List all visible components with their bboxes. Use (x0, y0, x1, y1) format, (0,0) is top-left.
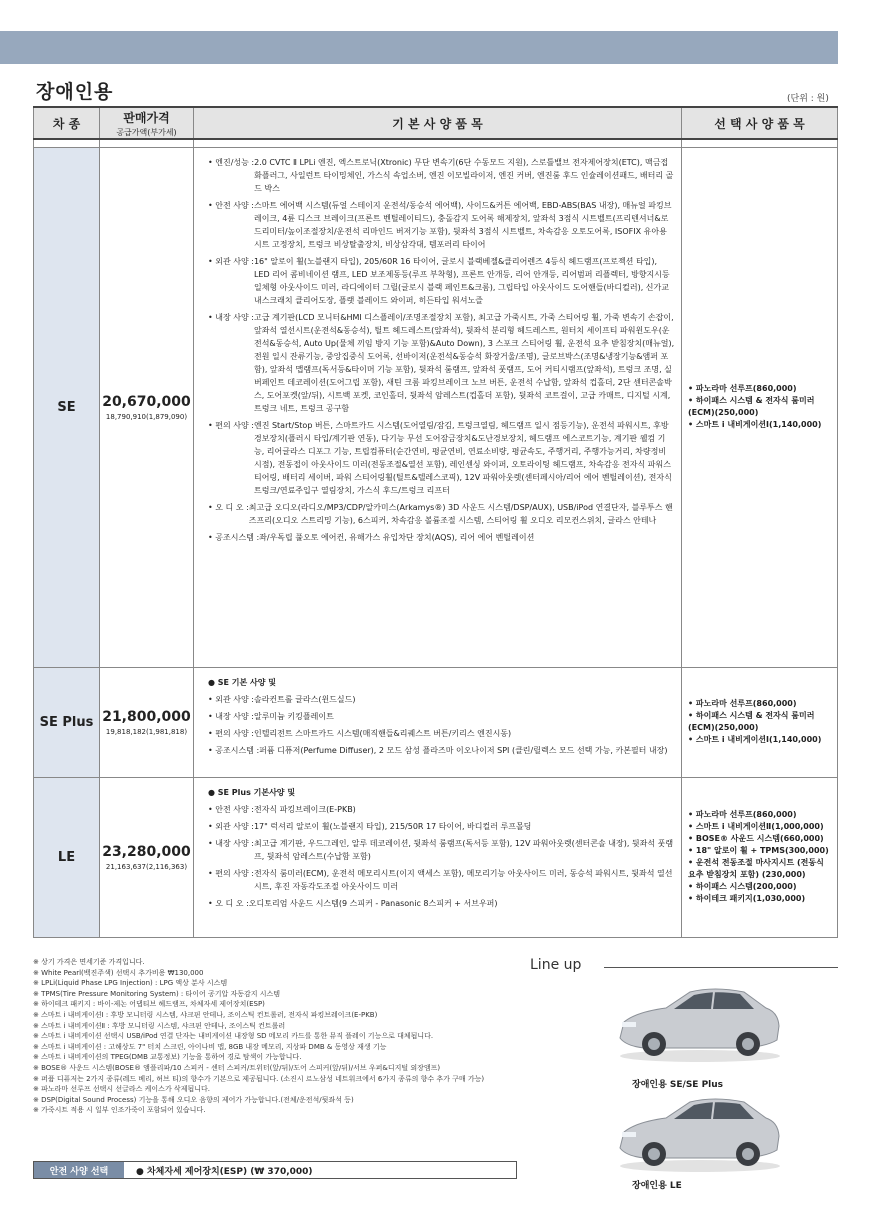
basic-spec-list (194, 777, 682, 937)
model-name: SE (34, 147, 100, 667)
footnote-item: ※ DSP(Digital Sound Process) 기능을 통해 오디오 음향의 제어가 가능합니다.(전체/운전석/뒷좌석 등) (33, 1095, 354, 1104)
spec-category-text: 오디토리엄 사운드 시스템(9 스피커 - Panasonic 8스피커 + 서브우퍼) (248, 898, 498, 908)
lineup-divider (604, 967, 838, 968)
top-banner (0, 31, 838, 64)
spec-category-label: • 공조시스템 : (208, 532, 260, 542)
basic-spec-item (208, 897, 675, 910)
model-price (100, 777, 194, 937)
option-item: • 18" 알로이 휠 + TPMS(300,000) (688, 846, 829, 855)
basic-spec-list (194, 147, 682, 667)
spec-category-text: 16" 알로이 휠(노블랜지 타입), 205/60R 16 타이어, 글로시 블랙베젤&클리어렌즈 4등식 헤드램프(프로젝션 타입), LED 리어 콤비네이션 램프, LED 보조제동등(루프 부착형), 프론트 안개등, 리어 안개등, 리어범퍼 리플렉터, 방향지시등 일체형 아웃사이드 미러, 라디에이터 그릴(글로시 블랙 페인트&크롬), 그립타입 아웃사이드 도어핸들(바디컬러), 신가교 내스크래치 클리어도장, 플랫 블레이드 와이퍼, 히든타입 워셔노즐 (253, 256, 670, 305)
basic-spec-item (208, 199, 675, 251)
spec-category-text: 퍼퓸 디퓨저(Perfume Diffuser), 2 모드 삼성 플라즈마 이오나이저 SPI (클린/릴렉스 모드 선택 가능, 카본필터 내장) (259, 745, 668, 755)
footnote-item: ※ 파노라마 선루프 선택시 선글라스 케이스가 삭제됩니다. (33, 1085, 210, 1094)
spec-category-text: 스마트 에어백 시스템(듀얼 스테이지 운전석/동승석 에어백), 사이드&커튼 에어백, EBD-ABS(BAS 내장), 매뉴얼 파킹브레이크, 4륜 디스크 브레이크(프론트 벤틸레이티드), 충돌감지 도어록 해제장치, 앞좌석 3점식 시트벨트(프리텐셔너&로드리미터/높이조절장치/운전석 리마인드 버저기능 포함), 뒷좌석 3점식 시트벨트, 차속감응 오토도어록, ISOFIX 유아용 시트 고정장치, 트렁크 비상탈출장치, 비상삼각대, 템포러리 타이어 (253, 200, 672, 249)
spec-category-text: 2.0 CVTC Ⅱ LPLi 엔진, 엑스트로닉(Xtronic) 무단 변속기(6단 수동모드 지원), 스로틀밸브 전자제어장치(ETC), 맥금접화플러그, 사일런트 타이밍체인, 가스식 속업소버, 엔진 이모빌라이저, 엔진 커버, 엔진룸 후드 인슐레이션패드, 배터리 골드 박스 (254, 157, 674, 193)
header-price-sub: 공급가액(부가세) (116, 127, 177, 137)
car-image-le (614, 1094, 782, 1174)
spec-category-label: • 공조시스템 : (208, 745, 260, 755)
spec-table-body (34, 139, 838, 937)
basic-spec-item (208, 501, 675, 527)
spec-category-text: 고급 계기판(LCD 모니터&HMI 디스플레이/조명조절장치 포함), 최고급 가죽시트, 가죽 스티어링 휠, 가죽 변속기 손잡이, 앞좌석 열선시트(운전석&동승석), 틸트 헤드레스트(앞좌석), 뒷좌석 분리형 헤드레스트, 원터치 세이프티 파워윈도우(운전석&동승석, Auto Up(물체 끼임 방지 기능 포함)&Auto Down), 3 스포크 스티어링 휠, 운전석 요추 받침장치(매뉴얼), 전원 일시 잔류기능, 중앙집중식 도어록, 선바이저(운전석&동승석 화장거울/조명), 글로브박스(조명&냉장기능&앰퍼 포함), 앞좌석 맵램프(독서등&타이머 기능 포함), 뒷좌석 룸램프, 앞좌석 풋램프, 도어 커티시램프(앞좌석), 트렁크 조명, 실버페인트 데코레이션(도어그립 포함), 새틴 크롬 파킹브레이크 노브 버튼, 운전석 수납함, 앞좌석 컵홀더, 2단 센터콘솔박스, 도어포켓(앞/뒤), 시트백 포켓, 코인홀더, 뒷좌석 암레스트(컵홀더 포함), 뒷좌석 코트걸이, 고급 카매트, 디지털 시계, 트렁크 네트, 트렁크 공구함 (253, 312, 675, 413)
basic-spec-item (208, 837, 675, 863)
basic-spec-heading: ● SE 기본 사양 및 (208, 677, 276, 687)
model-price (100, 147, 194, 667)
price-supply-value: 19,818,182(1,981,818) (105, 727, 188, 736)
header-options: 선 택 사 양 품 목 (682, 107, 838, 139)
basic-spec-item (208, 710, 675, 723)
price-supply-value: 18,790,910(1,879,090) (105, 412, 188, 421)
footnote-item: ※ 스마트 i 내비게이션Ⅱ : 후방 모니터링 시스템, 샤크핀 안테나, 조이스틱 컨트롤러 (33, 1021, 286, 1030)
safety-option-label: 안전 사양 선택 (34, 1162, 124, 1178)
price-value: 20,670,000 (102, 393, 191, 410)
page-title: 장애인용 (36, 81, 114, 103)
basic-spec-item (208, 803, 675, 816)
price-supply-value: 21,163,637(2,116,363) (105, 862, 188, 871)
header-basic: 기 본 사 양 품 목 (194, 107, 682, 139)
header-price-label: 판매가격 (123, 110, 170, 125)
spec-category-text: 좌/우독립 풀오토 에어컨, 유해가스 유입차단 장치(AQS), 리어 에어 벤틸레이션 (259, 532, 535, 542)
option-item: • 파노라마 선루프(860,000) (688, 699, 797, 708)
footnote-item: ※ 가죽시트 적용 시 일부 인조가죽이 포함되어 있습니다. (33, 1106, 206, 1115)
basic-spec-item (208, 744, 675, 757)
row-spacer (34, 139, 838, 147)
lineup-title: Line up (530, 957, 582, 973)
model-name: SE Plus (34, 667, 100, 777)
footnote-item: ※ 스마트 i 내비게이션Ⅰ : 후방 모니터링 시스템, 샤크핀 안테나, 조이스틱 컨트롤러, 전자식 파킹브레이크(E-PKB) (33, 1010, 378, 1019)
option-item: • 파노라마 선루프(860,000) (688, 384, 797, 393)
spec-category-text: 인텔리전트 스마트카드 시스템(매직핸들&리퀘스트 버튼/키리스 엔진시동) (253, 728, 512, 738)
unit-label: (단위 : 원) (787, 94, 829, 104)
footnote-item: ※ 스마트 i 내비게이션의 TPEG(DMB 교통정보) 기능을 통하여 경로 탐색이 가능합니다. (33, 1053, 302, 1062)
price-value: 21,800,000 (102, 708, 191, 725)
spec-category-text: 최고급 계기판, 우드그레인, 알루 데코레이션, 뒷좌석 룸램프(독서등 포함), 12V 파워아웃렛(센터콘솔 내장), 뒷좌석 풋램프, 뒷좌석 암레스트(수납함 포함) (253, 838, 674, 861)
footnote-item: ※ White Pearl(백진주색) 선택시 추가비용 ₩130,000 (33, 968, 204, 977)
option-item: • BOSE® 사운드 시스템(660,000) (688, 834, 824, 843)
spec-category-label: • 오 디 오 : (208, 898, 249, 908)
spec-category-text: 솔라컨트롤 글라스(윈드실드) (253, 694, 356, 704)
footnote-item: ※ LPLi(Liquid Phase LPG Injection) : LPG 액상 분사 시스템 (33, 979, 228, 988)
model-price (100, 667, 194, 777)
spec-category-text: 최고급 오디오(라디오/MP3/CDP/알카미스(Arkamys®) 3D 사운드 시스템/DSP/AUX), USB/iPod 연결단자, 블루투스 핸즈프리(오디오 스트리밍 기능), 6스피커, 차속감응 볼륨조절 시스템, 스티어링 휠 오디오 리모컨스위치, 글라스 안테나 (248, 502, 673, 525)
footnote-item: ※ 하이테크 패키지 : 바이-제논 어댑티브 헤드램프, 차체자세 제어장치(ESP) (33, 1000, 265, 1009)
footnotes (33, 957, 533, 1116)
header-price (100, 107, 194, 139)
spec-category-label: • 안전 사양 : (208, 200, 254, 210)
footnote-item: ※ TPMS(Tire Pressure Monitoring System) : 타이어 공기압 자동감지 시스템 (33, 989, 281, 998)
footnote-item: ※ 스마트 i 내비게이션 선택시 USB/iPod 연결 단자는 내비게이션 내장형 SD 메모리 카드를 통한 뮤직 플레이 기능으로 대체됩니다. (33, 1032, 434, 1041)
basic-spec-item (208, 531, 675, 544)
car-image-se (614, 982, 782, 1064)
basic-spec-item (208, 255, 675, 307)
spec-category-text: 17" 럭셔리 알로이 휠(노블랜지 타입), 215/50R 17 타이어, 바디컬러 루프몰딩 (253, 821, 532, 831)
model-row (34, 777, 838, 937)
car2-label: 장애인용 LE (632, 1181, 682, 1191)
car1-label: 장애인용 SE/SE Plus (632, 1080, 724, 1090)
model-row (34, 147, 838, 667)
basic-spec-item (208, 419, 675, 497)
basic-spec-heading: ● SE Plus 기본사양 및 (208, 787, 296, 797)
spec-category-text: 전자식 파킹브레이크(E-PKB) (253, 804, 356, 814)
footnote-item: ※ BOSE® 사운드 시스템(BOSE® 앰플리파/10 스피커 - 센터 스피커/트위터(앞/뒤)/도어 스피커(앞/뒤)/서브 우퍼&디지털 외장앰프) (33, 1063, 441, 1072)
basic-spec-item (208, 820, 675, 833)
spec-category-label: • 편의 사양 : (208, 420, 254, 430)
spec-category-label: • 내장 사양 : (208, 711, 254, 721)
footnote-item: ※ 상기 가격은 면세기준 가격입니다. (33, 958, 145, 966)
spec-category-label: • 편의 사양 : (208, 868, 254, 878)
footnote-item: ※ 스마트 i 내비게이션 : 고해상도 7" 터치 스크린, 아이나비 맵, 8GB 내장 메모리, 지상파 DMB & 동영상 재생 기능 (33, 1042, 387, 1051)
footnote-item: ※ 퍼퓸 디퓨저는 2가지 종류(레드 베리, 허브 티)의 향수가 기본으로 제공됩니다. (소진시 르노삼성 네트워크에서 6가지 종류의 향수 추가 구매 가능) (33, 1074, 485, 1083)
spec-category-label: • 내장 사양 : (208, 838, 254, 848)
basic-spec-item (208, 311, 675, 415)
option-list (682, 777, 838, 937)
spec-category-label: • 편의 사양 : (208, 728, 254, 738)
option-item: • 하이테크 패키지(1,030,000) (688, 894, 806, 903)
basic-spec-item (208, 156, 675, 195)
option-list (682, 667, 838, 777)
option-item: • 스마트 i 내비게이션Ⅰ(1,140,000) (688, 735, 822, 744)
price-value: 23,280,000 (102, 843, 191, 860)
model-name: LE (34, 777, 100, 937)
option-item: • 운전석 전동조절 마사지시트 (전동식 요추 받침장치 포함) (230,000) (688, 858, 824, 879)
spec-category-label: • 외관 사양 : (208, 694, 254, 704)
option-list (682, 147, 838, 667)
option-item: • 파노라마 선루프(860,000) (688, 810, 797, 819)
spec-category-text: 엔진 Start/Stop 버튼, 스마트카드 시스템(도어열림/잠김, 트렁크열림, 헤드램프 일시 점등기능), 운전석 파워시트, 후방 경보장치(플러시 타입/계기판 연동), 다기능 무선 도어잠금장치&도난경보장치, 헤드램프 에스코트기능, 계기판 웰컴 기능, 리어글라스 디포그 기능, 트립컴퓨터(순간연비, 평균연비, 연료소비량, 평균속도, 주행거리, 주행가능거리, 차량정비 시점), 전동접이 아웃사이드 미러(전동조절&열선 포함), 레인센싱 와이퍼, 오토라이팅 헤드램프, 차속감응 전자식 파워스티어링, 배터리 세이버, 파워 스티어링휠(틸트&텔레스코픽), 12V 파워아웃렛(센터페시아/리어 에어 벤틸레이션), 전자식 트렁크/연료주입구 열림장치, 가스식 후드/트렁크 리프터 (253, 420, 672, 495)
spec-category-text: 알루미늄 키킹플레이트 (253, 711, 334, 721)
spec-table (33, 106, 838, 938)
safety-option-bar (33, 1161, 517, 1179)
option-item: • 스마트 i 내비게이션Ⅱ(1,000,000) (688, 822, 824, 831)
option-item: • 스마트 i 내비게이션Ⅰ(1,140,000) (688, 420, 822, 429)
model-row (34, 667, 838, 777)
basic-spec-list (194, 667, 682, 777)
header-model: 차 종 (34, 107, 100, 139)
spec-category-label: • 외관 사양 : (208, 256, 254, 266)
spec-category-label: • 외관 사양 : (208, 821, 254, 831)
safety-option-value: ● 차체자세 제어장치(ESP) (₩ 370,000) (136, 1166, 313, 1177)
spec-category-label: • 오 디 오 : (208, 502, 249, 512)
spec-category-label: • 안전 사양 : (208, 804, 254, 814)
spec-category-text: 전자식 룸미러(ECM), 운전석 메모리시트(이지 액세스 포함), 메모리기능 아웃사이드 미러, 동승석 파워시트, 뒷좌석 열선시트, 후진 자동각도조절 아웃사이드 미러 (253, 868, 673, 891)
option-item: • 하이패스 시스템 & 전자식 룸미러(ECM)(250,000) (688, 396, 815, 417)
option-item: • 하이패스 시스템(200,000) (688, 882, 797, 891)
basic-spec-item (208, 867, 675, 893)
spec-category-label: • 엔진/성능 : (208, 157, 255, 167)
basic-spec-item (208, 693, 675, 706)
basic-spec-item (208, 727, 675, 740)
spec-category-label: • 내장 사양 : (208, 312, 254, 322)
option-item: • 하이패스 시스템 & 전자식 룸미러(ECM)(250,000) (688, 711, 815, 732)
